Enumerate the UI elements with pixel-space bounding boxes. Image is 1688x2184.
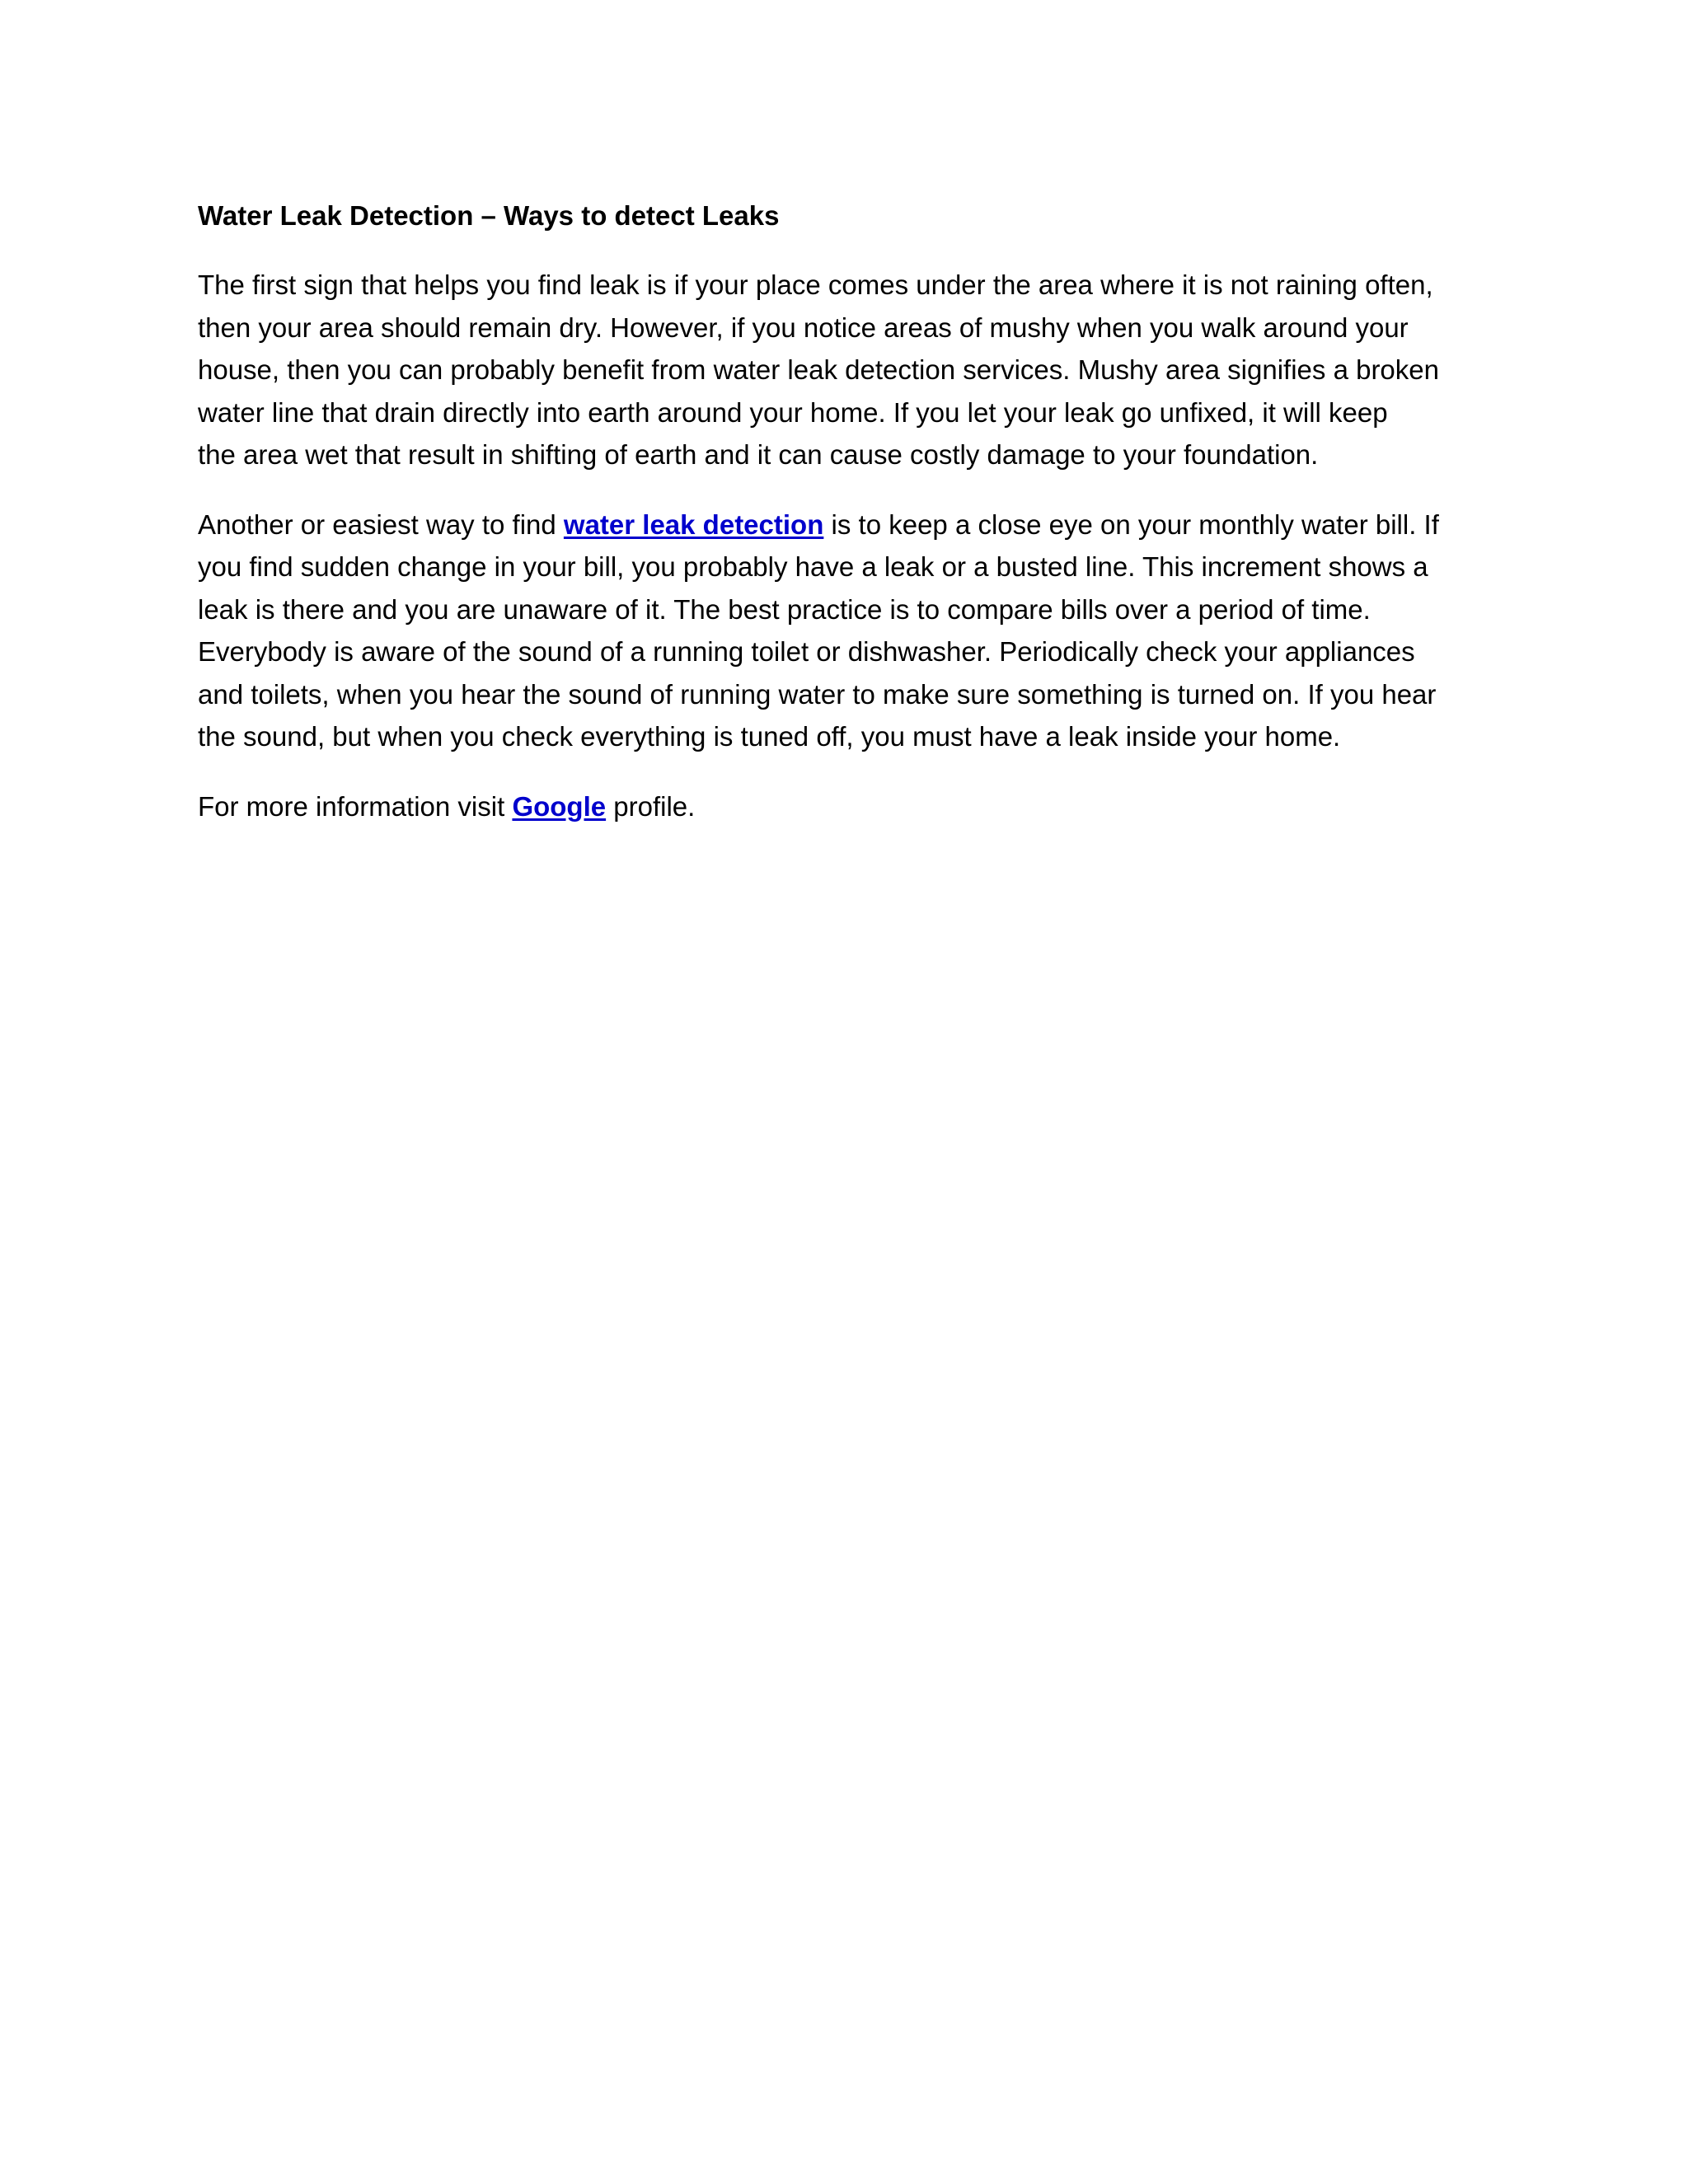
paragraph-line: Everybody is aware of the sound of a running toilet or dishwasher. Periodically check your appliances <box>198 636 1415 667</box>
paragraph-line: the sound, but when you check everything is tuned off, you must have a leak inside your home. <box>198 721 1341 752</box>
paragraph-text: profile. <box>606 790 696 822</box>
paragraph-text: is to keep a close eye on your monthly water bill. If <box>823 509 1439 540</box>
paragraph-line: leak is there and you are unaware of it. The best practice is to compare bills over a period of time. <box>198 593 1371 625</box>
paragraph-line: house, then you can probably benefit from water leak detection services. Mushy area signifies a broken <box>198 354 1439 385</box>
paragraph-more-info <box>198 785 1500 828</box>
paragraph-line: and toilets, when you hear the sound of running water to make sure something is turned on. If you hear <box>198 678 1437 710</box>
paragraph-line <box>198 504 1500 546</box>
paragraph-text: Another or easiest way to find <box>198 509 564 540</box>
paragraph-line: The first sign that helps you find leak is if your place comes under the area where it is not raining often, <box>198 269 1433 300</box>
paragraph-line <box>198 785 1500 828</box>
water-leak-detection-link[interactable]: water leak detection <box>563 509 824 540</box>
paragraph-line: you find sudden change in your bill, you probably have a leak or a busted line. This increment shows a <box>198 551 1428 582</box>
paragraph-leak-signs <box>198 264 1500 476</box>
paragraph-line: the area wet that result in shifting of earth and it can cause costly damage to your foundation. <box>198 439 1319 470</box>
document-title: Water Leak Detection – Ways to detect Leaks <box>198 200 780 231</box>
paragraph-water-bill <box>198 504 1500 758</box>
paragraph-line: then your area should remain dry. However, if you notice areas of mushy when you walk around your <box>198 312 1409 343</box>
document-body <box>198 198 1500 855</box>
google-profile-link[interactable]: Google <box>512 790 607 822</box>
paragraph-text: For more information visit <box>198 790 513 822</box>
paragraph-line: water line that drain directly into earth around your home. If you let your leak go unfixed, it will keep <box>198 396 1388 428</box>
